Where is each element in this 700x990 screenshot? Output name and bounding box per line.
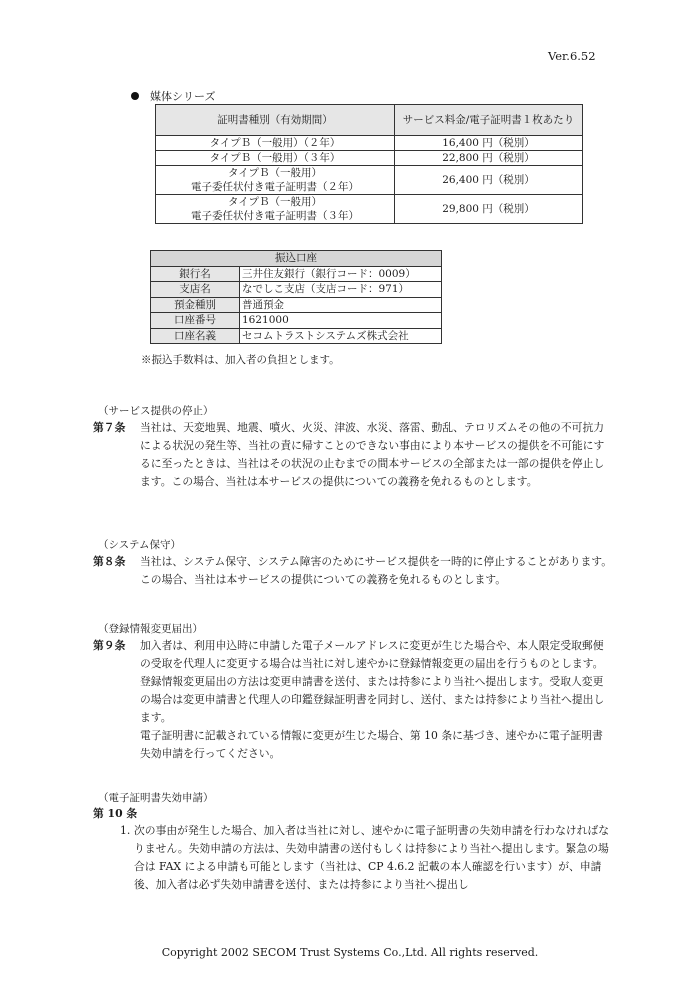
- article-paragraph: 加入者は、利用申込時に申請した電子メールアドレスに変更が生じた場合や、本人限定受取郵便の受取を代理人に変更する場合は当社に対し速やかに登録情報変更の届出を行うものとします。登録情報変更届出の方法は変更申請書を送付、または持参により当社へ提出します。受取人変更の場合は変更申請書と代理人の印鑑登録証明書を同封し、送付、または持参により当社へ提出します。: [140, 639, 605, 724]
- article-heading: （電子証明書失効申請）: [98, 792, 214, 804]
- media-series-title: 媒体シリーズ: [150, 90, 216, 103]
- bank-table-title: 振込口座: [151, 251, 442, 267]
- article-number: 第８条: [93, 555, 126, 568]
- cert-type-line: タイプＢ（一般用）: [228, 167, 322, 179]
- cert-type-line: タイプＢ（一般用）: [228, 196, 322, 208]
- article-9: [93, 637, 613, 763]
- bank-label: 預金種別: [151, 297, 240, 313]
- bank-account-table: [150, 250, 442, 344]
- bank-value: 1621000: [240, 313, 442, 329]
- bullet-icon: [131, 92, 139, 100]
- bank-value: なでしこ支店（支店コード：971）: [240, 282, 442, 298]
- article-paragraph: 当社は、システム保守、システム障害のためにサービス提供を一時的に停止することがあります。この場合、当社は本サービスの提供についての義務を免れるものとします。: [140, 555, 613, 586]
- fee-table-header: [156, 105, 583, 136]
- article-heading: （登録情報変更届出）: [98, 623, 203, 635]
- article-heading: （システム保守）: [98, 539, 181, 551]
- table-row: [156, 195, 583, 224]
- bank-label: 支店名: [151, 282, 240, 298]
- price: 29,800 円（税別）: [395, 195, 583, 224]
- column-header: 証明書種別（有効期間）: [156, 105, 395, 136]
- transfer-fee-note: ※振込手数料は、加入者の負担とします。: [141, 354, 340, 366]
- bank-value: セコムトラストシステムズ株式会社: [240, 328, 442, 344]
- table-row: [156, 166, 583, 195]
- bank-label: 口座番号: [151, 313, 240, 329]
- article-8: [93, 553, 613, 589]
- cert-type: タイプＢ（一般用）（３年）: [156, 151, 395, 166]
- item-number: 1.: [120, 824, 131, 837]
- column-header: サービス料金/電子証明書１枚あたり: [395, 105, 583, 136]
- bank-table-header: [151, 251, 442, 267]
- article-10-item-1: [120, 822, 615, 894]
- article-heading: （サービス提供の停止）: [98, 405, 214, 417]
- table-row: [156, 151, 583, 166]
- version-label: Ver.6.52: [548, 49, 596, 63]
- table-row: [151, 328, 442, 344]
- copyright-footer: Copyright 2002 SECOM Trust Systems Co.,Ltd. All rights reserved.: [161, 946, 539, 959]
- bank-value: 三井住友銀行（銀行コード：0009）: [240, 266, 442, 282]
- cert-type-line: 電子委任状付き電子証明書（２年）: [191, 181, 359, 193]
- table-row: [151, 297, 442, 313]
- article-7: [93, 419, 613, 491]
- cert-type-line: 電子委任状付き電子証明書（３年）: [191, 210, 359, 222]
- article-paragraph: 電子証明書に記載されている情報に変更が生じた場合、第 10 条に基づき、速やかに電子証明書失効申請を行ってください。: [140, 729, 603, 760]
- media-series-heading: [131, 88, 215, 104]
- cert-type: [156, 195, 395, 224]
- fee-table: [155, 104, 583, 224]
- bank-value: 普通預金: [240, 297, 442, 313]
- bank-label: 銀行名: [151, 266, 240, 282]
- cert-type: タイプＢ（一般用）（２年）: [156, 136, 395, 151]
- table-row: [151, 313, 442, 329]
- bank-label: 口座名義: [151, 328, 240, 344]
- article-paragraph: 当社は、天変地異、地震、噴火、火災、津波、水災、落雷、動乱、テロリズムその他の不可抗力による状況の発生等、当社の責に帰すことのできない事由により本サービスの提供を不可能にするに至ったときは、当社はその状況の止むまでの間本サービスの全部または一部の提供を停止します。この場合、当社は本サービスの提供についての義務を免れるものとします。: [140, 421, 605, 488]
- article-number: 第９条: [93, 639, 126, 652]
- price: 26,400 円（税別）: [395, 166, 583, 195]
- table-row: [156, 136, 583, 151]
- table-row: [151, 266, 442, 282]
- article-number: 第７条: [93, 421, 126, 434]
- cert-type: [156, 166, 395, 195]
- price: 16,400 円（税別）: [395, 136, 583, 151]
- article-number: 第 10 条: [93, 807, 138, 820]
- price: 22,800 円（税別）: [395, 151, 583, 166]
- item-text: 次の事由が発生した場合、加入者は当社に対し、速やかに電子証明書の失効申請を行わなければなりません。失効申請の方法は、失効申請書の送付もしくは持参により当社へ提出します。緊急の場合は FAX による申請も可能とします（当社は、CP 4.6.2 記載の本人確認を行います）が、申請後、加入者は必ず失効申請書を送付、または持参により当社へ提出し: [134, 824, 610, 891]
- table-row: [151, 282, 442, 298]
